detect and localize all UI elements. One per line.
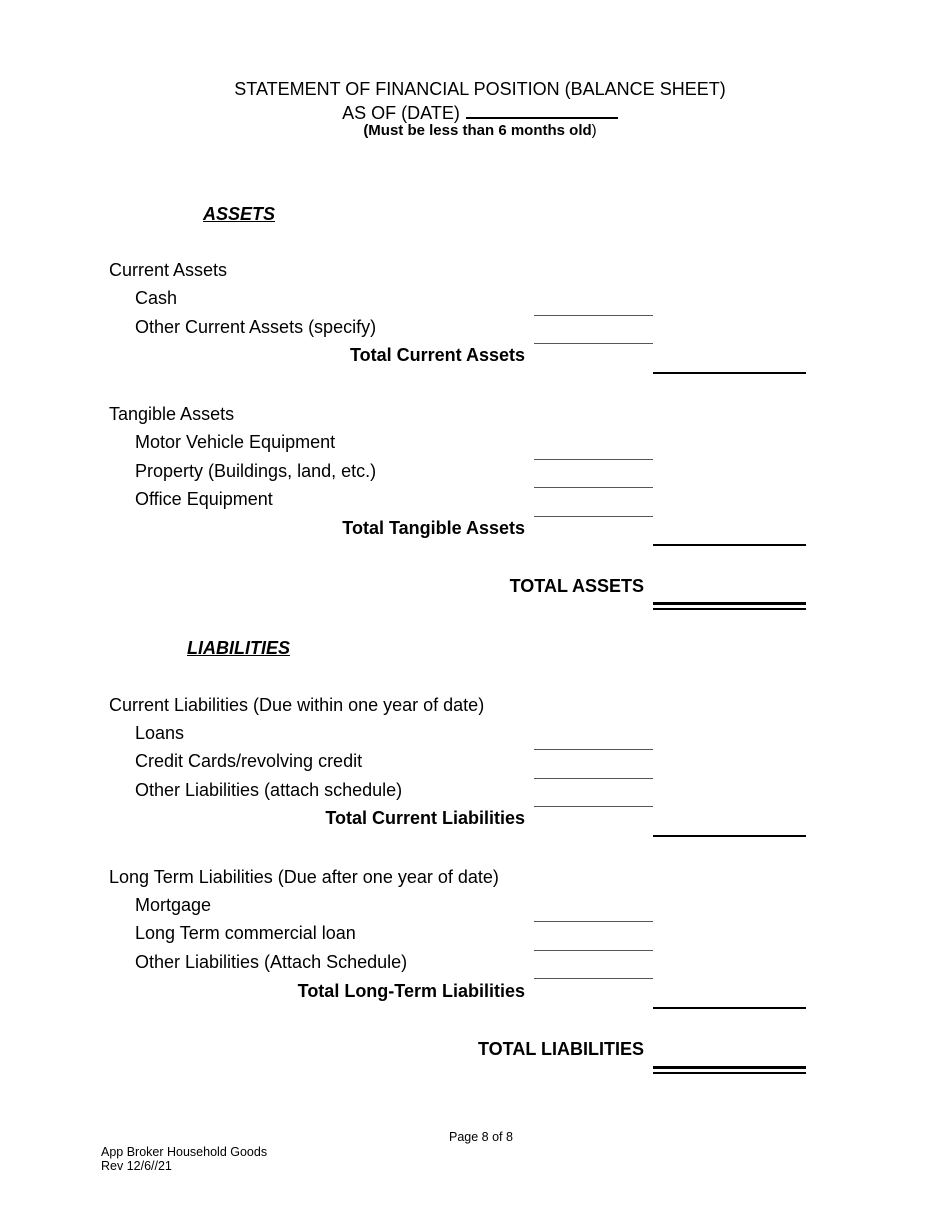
total-current-liabilities-label: Total Current Liabilities [325,808,525,828]
total-assets-label: TOTAL ASSETS [509,576,644,596]
revision: Rev 12/6//21 [101,1159,172,1173]
office-equipment-label: Office Equipment [135,489,273,509]
other-long-term-liabilities-label: Other Liabilities (Attach Schedule) [135,952,408,972]
long-term-liabilities-label: Long Term Liabilities (Due after one year of date) [109,867,499,887]
other-long-term-liabilities-amount-field[interactable] [534,978,653,979]
age-note-text: (Must be less than 6 months old [363,122,592,139]
as-of-date-label: AS OF (DATE) [342,103,460,123]
credit-cards-label: Credit Cards/revolving credit [135,751,363,771]
long-term-commercial-loan-label: Long Term commercial loan [135,923,356,943]
total-tangible-assets-label: Total Tangible Assets [342,518,525,538]
loans-amount-field[interactable] [534,749,653,750]
age-note [0,122,950,139]
mortgage-amount-field[interactable] [534,921,653,922]
total-liabilities-field[interactable] [653,1066,806,1074]
document-title: STATEMENT OF FINANCIAL POSITION (BALANCE SHEET) [234,79,726,99]
current-assets-label: Current Assets [109,260,228,280]
property-label: Property (Buildings, land, etc.) [135,461,377,481]
as-of-date-row [0,101,950,124]
total-current-assets-label: Total Current Assets [349,345,525,365]
cash-amount-field[interactable] [534,315,653,316]
total-tangible-assets-field[interactable] [653,544,806,546]
total-long-term-liabilities-field[interactable] [653,1007,806,1009]
other-current-assets-label: Other Current Assets (specify) [135,317,377,337]
motor-vehicle-equipment-amount-field[interactable] [534,459,653,460]
long-term-commercial-loan-amount-field[interactable] [534,950,653,951]
current-liabilities-label: Current Liabilities (Due within one year of date) [109,695,485,715]
loans-label: Loans [135,723,185,743]
motor-vehicle-equipment-label: Motor Vehicle Equipment [135,432,336,452]
tangible-assets-label: Tangible Assets [109,404,235,424]
page-number: Page 8 of 8 [449,1130,513,1144]
credit-cards-amount-field[interactable] [534,778,653,779]
mortgage-label: Mortgage [135,895,212,915]
liabilities-heading: LIABILITIES [187,638,290,658]
cash-label: Cash [135,288,178,308]
other-current-liabilities-amount-field[interactable] [534,806,653,807]
form-name: App Broker Household Goods [101,1145,268,1159]
as-of-date-field[interactable] [466,101,618,119]
other-current-assets-amount-field[interactable] [534,343,653,344]
office-equipment-amount-field[interactable] [534,516,653,517]
other-current-liabilities-label: Other Liabilities (attach schedule) [135,780,403,800]
total-liabilities-label: TOTAL LIABILITIES [478,1039,644,1059]
assets-heading: ASSETS [203,204,276,224]
property-amount-field[interactable] [534,487,653,488]
total-current-liabilities-field[interactable] [653,835,806,837]
total-current-assets-field[interactable] [653,372,806,374]
total-long-term-liabilities-label: Total Long-Term Liabilities [297,981,525,1001]
total-assets-field[interactable] [653,602,806,610]
age-note-paren: ) [591,122,597,139]
